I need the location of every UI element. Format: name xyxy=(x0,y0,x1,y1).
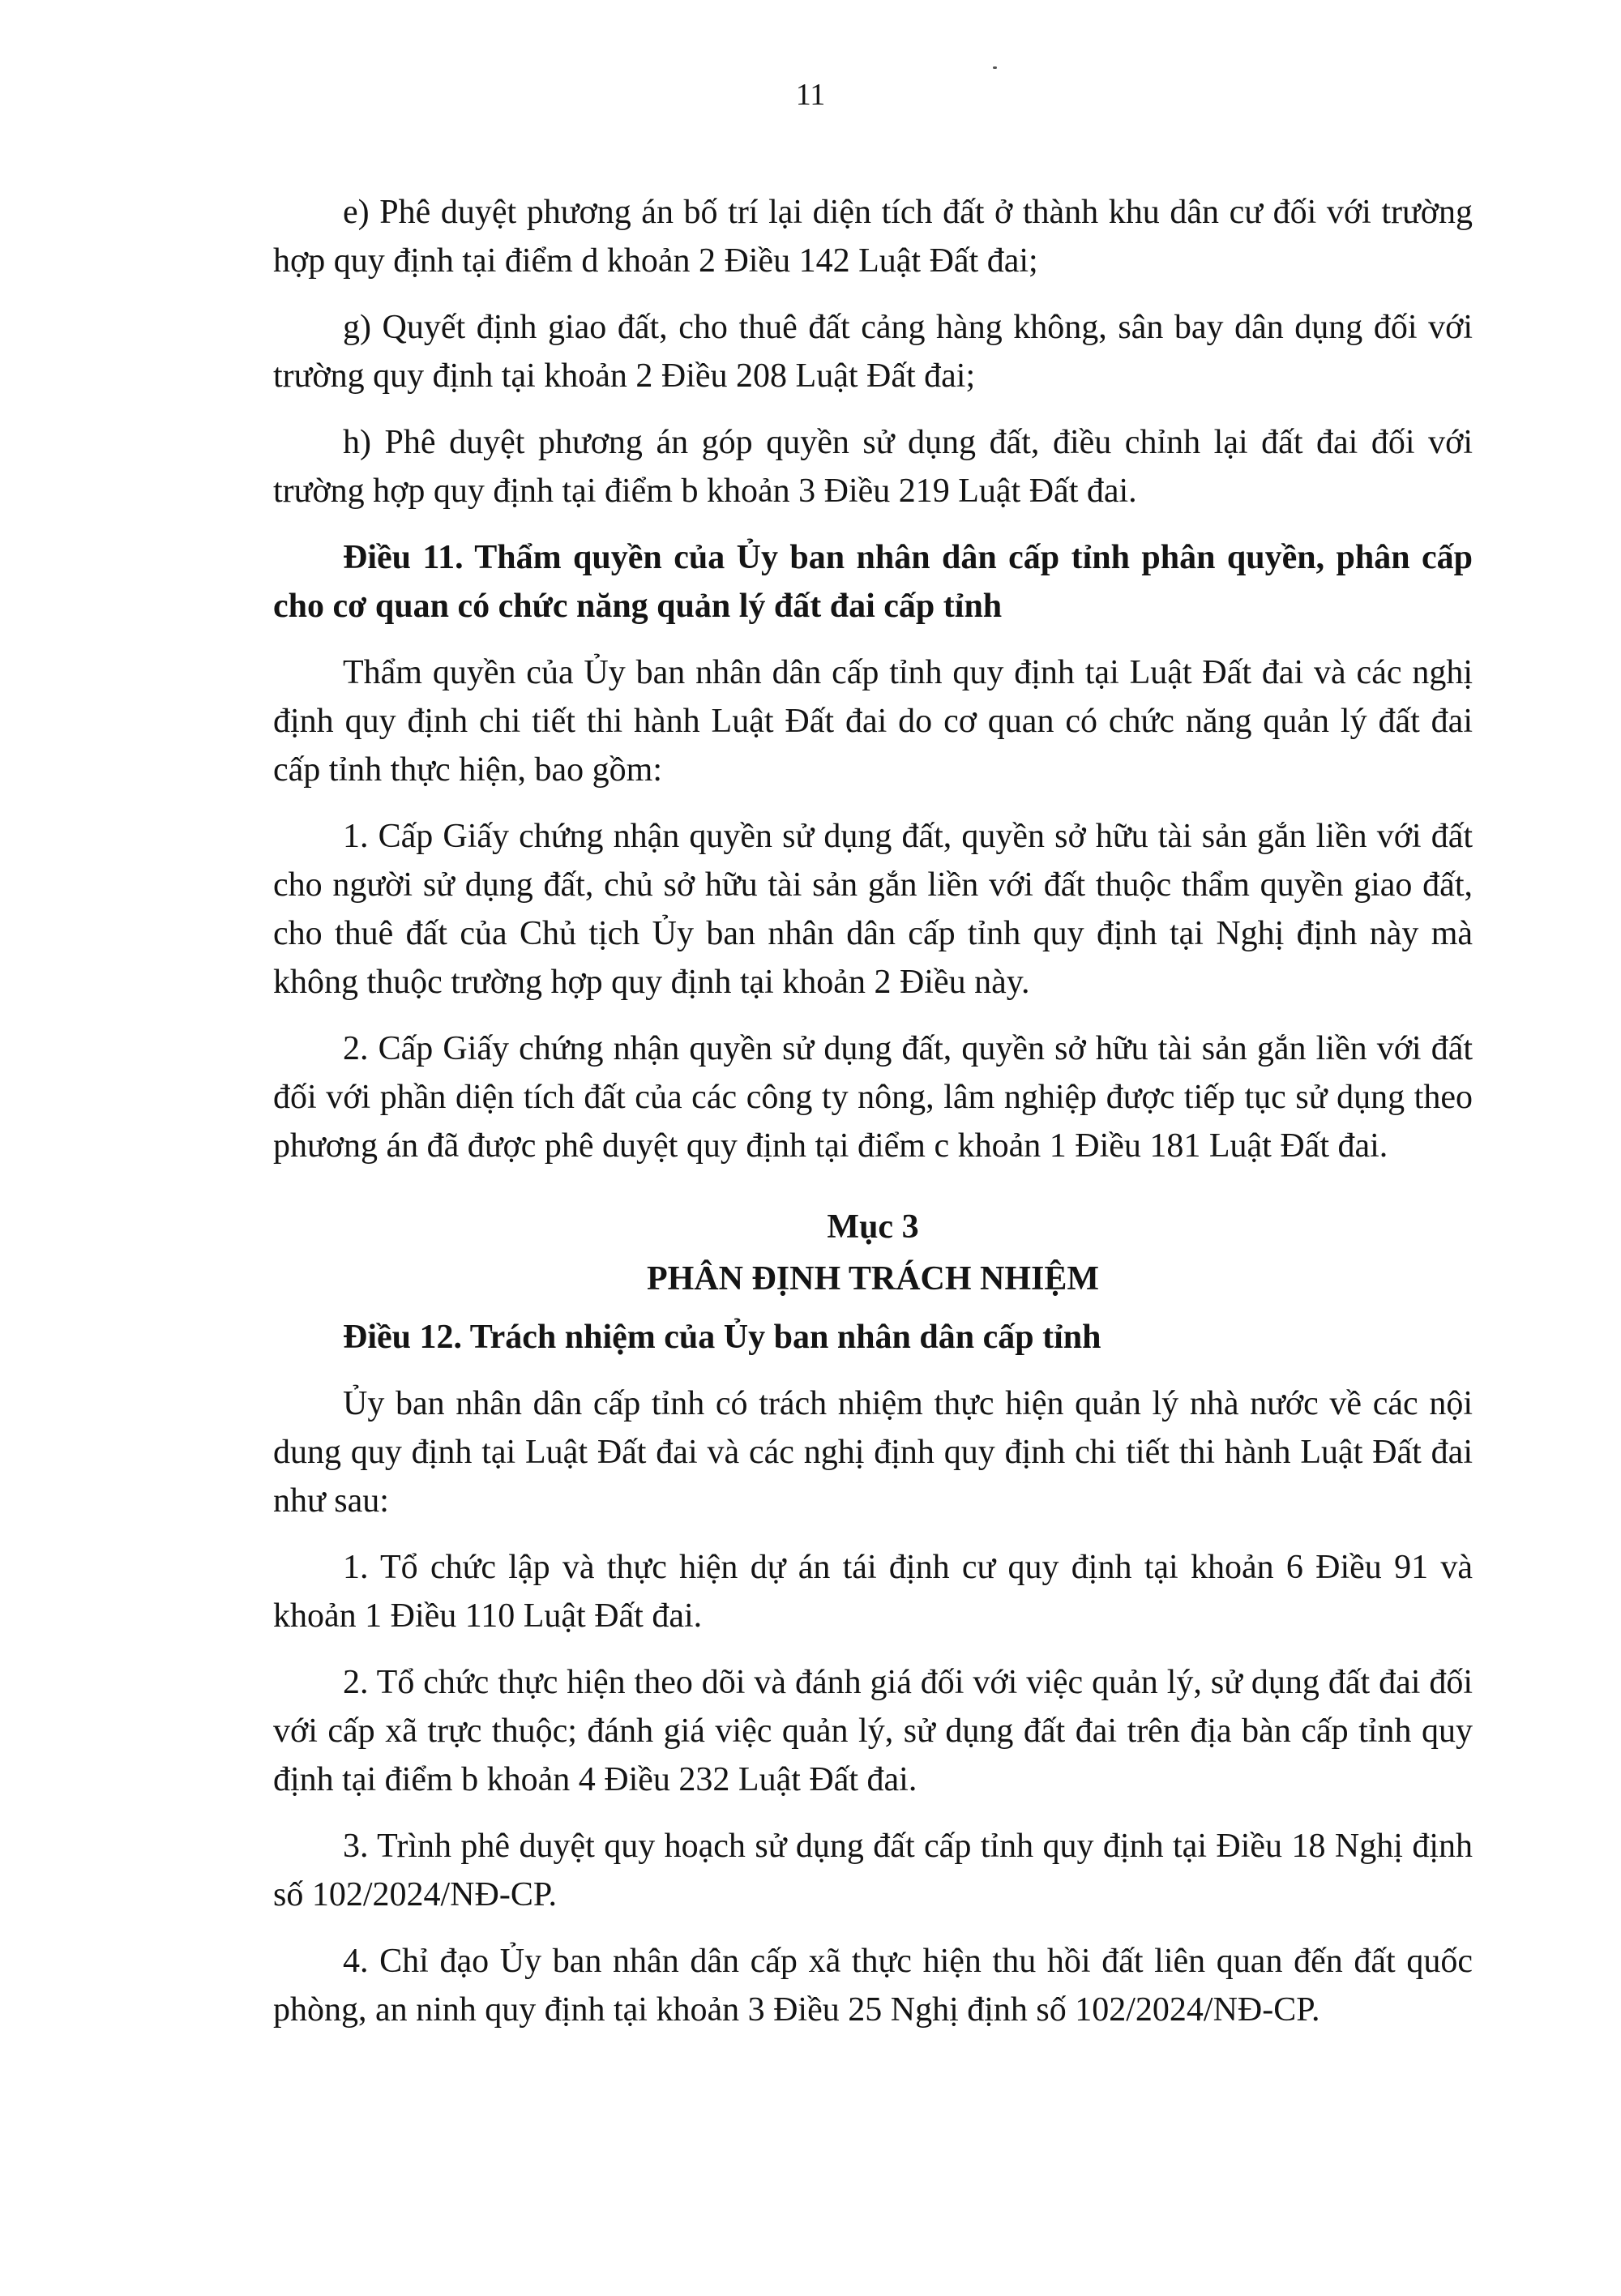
page-number: 11 xyxy=(795,78,826,112)
article-12-clause-2: 2. Tổ chức thực hiện theo dõi và đánh giá đối với việc quản lý, sử dụng đất đai đối với cấp xã trực thuộc; đánh giá việc quản lý, sử dụng đất đai trên địa bàn cấp tỉnh quy định tại điểm b khoản 4 Điều 232 Luật Đất đai. xyxy=(273,1664,1473,1798)
section-title: PHÂN ĐỊNH TRÁCH NHIỆM xyxy=(646,1260,1100,1298)
article-12-intro: Ủy ban nhân dân cấp tỉnh có trách nhiệm thực hiện quản lý nhà nước về các nội dung quy định tại Luật Đất đai và các nghị định quy định chi tiết thi hành Luật Đất đai như sau: xyxy=(273,1385,1473,1520)
article-11-clause-1: 1. Cấp Giấy chứng nhận quyền sử dụng đất, quyền sở hữu tài sản gắn liền với đất cho người sử dụng đất, chủ sở hữu tài sản gắn liền với đất thuộc thẩm quyền giao đất, cho thuê đất của Chủ tịch Ủy ban nhân dân cấp tỉnh quy định tại Nghị định này mà không thuộc trường hợp quy định tại khoản 2 Điều này. xyxy=(273,818,1473,1001)
article-11-heading: Điều 11. Thẩm quyền của Ủy ban nhân dân cấp tỉnh phân quyền, phân cấp cho cơ quan có chức năng quản lý đất đai cấp tỉnh xyxy=(273,539,1473,625)
article-12-clause-1: 1. Tổ chức lập và thực hiện dự án tái định cư quy định tại khoản 6 Điều 91 và khoản 1 Điều 110 Luật Đất đai. xyxy=(273,1549,1473,1635)
article-12-clause-3: 3. Trình phê duyệt quy hoạch sử dụng đất cấp tỉnh quy định tại Điều 18 Nghị định số 102/2024/NĐ-CP. xyxy=(273,1828,1473,1913)
paragraph-item-e: e) Phê duyệt phương án bố trí lại diện tích đất ở thành khu dân cư đối với trường hợp quy định tại điểm d khoản 2 Điều 142 Luật Đất đai; xyxy=(273,194,1473,280)
section-label: Mục 3 xyxy=(827,1208,919,1246)
scan-speck xyxy=(993,66,997,69)
paragraph-item-g: g) Quyết định giao đất, cho thuê đất cảng hàng không, sân bay dân dụng đối với trường quy định tại khoản 2 Điều 208 Luật Đất đai; xyxy=(273,309,1473,395)
article-12-heading: Điều 12. Trách nhiệm của Ủy ban nhân dân cấp tỉnh xyxy=(343,1319,1101,1356)
document-body xyxy=(273,188,1473,2034)
paragraph-item-h: h) Phê duyệt phương án góp quyền sử dụng đất, điều chỉnh lại đất đai đối với trường hợp quy định tại điểm b khoản 3 Điều 219 Luật Đất đai. xyxy=(273,424,1473,510)
article-11-intro: Thẩm quyền của Ủy ban nhân dân cấp tỉnh quy định tại Luật Đất đai và các nghị định quy định chi tiết thi hành Luật Đất đai do cơ quan có chức năng quản lý đất đai cấp tỉnh thực hiện, bao gồm: xyxy=(273,654,1473,789)
article-12-clause-4: 4. Chỉ đạo Ủy ban nhân dân cấp xã thực hiện thu hồi đất liên quan đến đất quốc phòng, an ninh quy định tại khoản 3 Điều 25 Nghị định số 102/2024/NĐ-CP. xyxy=(273,1943,1473,2029)
article-11-clause-2: 2. Cấp Giấy chứng nhận quyền sử dụng đất, quyền sở hữu tài sản gắn liền với đất đối với phần diện tích đất của các công ty nông, lâm nghiệp được tiếp tục sử dụng theo phương án đã được phê duyệt quy định tại điểm c khoản 1 Điều 181 Luật Đất đai. xyxy=(273,1030,1473,1165)
